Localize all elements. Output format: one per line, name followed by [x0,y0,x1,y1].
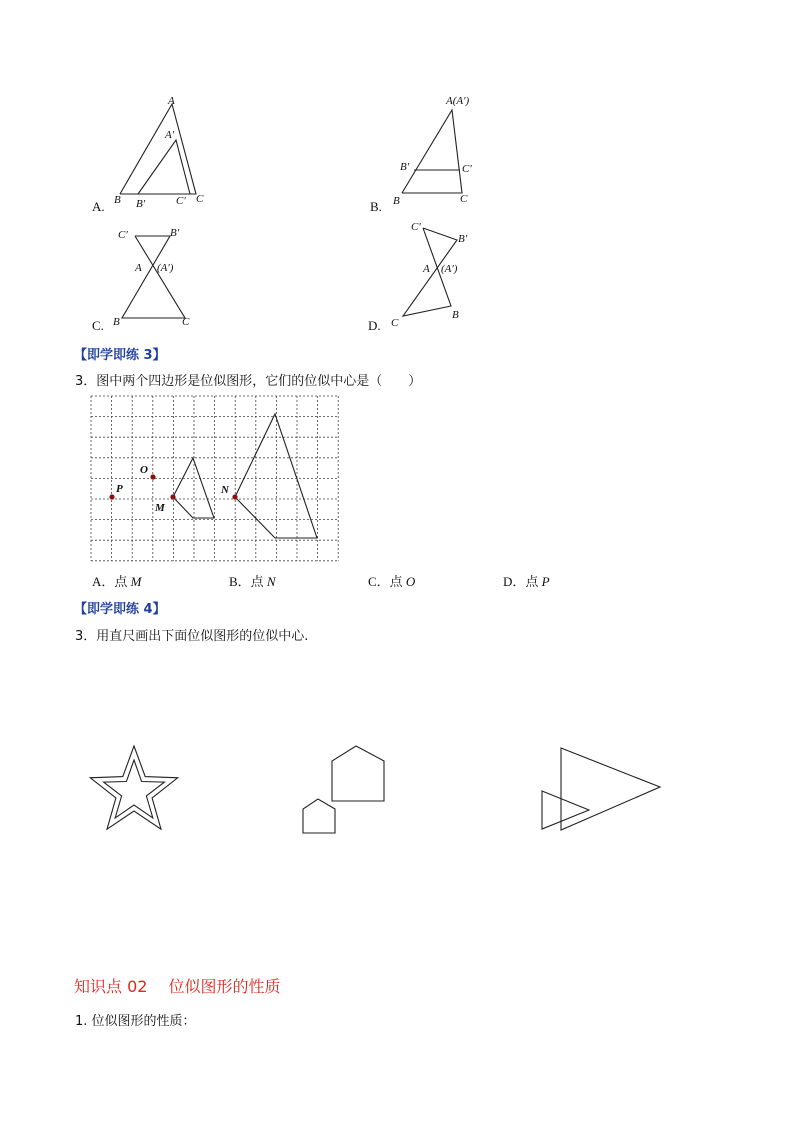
question-4-text: 3．用直尺画出下面位似图形的位似中心. [75,629,309,644]
figure-option-a [110,90,220,210]
label-A-prime: (A′) [157,262,174,274]
section3-option-a: A．点 M [92,574,142,589]
section-tag-4: 【即学即练 4】 [74,602,166,617]
star-figure [88,740,183,835]
label-A-prime: (A′) [441,263,458,275]
label-C-prime: C′ [411,221,421,233]
label-A-prime: A′ [165,129,175,141]
label-B: B [114,194,121,206]
label-B-prime: B′ [170,227,180,239]
label-B: B [393,195,400,207]
label-n: N [221,484,229,496]
house-figure [298,742,390,837]
point-n [232,494,237,499]
knowledge-heading: 知识点 02 位似图形的性质 [74,977,281,996]
section3-option-c: C．点 O [368,574,416,589]
label-A: A [135,262,142,274]
label-B-prime: B′ [136,198,146,210]
label-A: A [168,95,175,107]
section3-option-d: D．点 P [503,574,550,589]
label-C-prime: C′ [176,195,186,207]
point-p [109,494,114,499]
figure-option-b [390,88,500,213]
label-C-prime: C′ [462,163,472,175]
label-A: A [423,263,430,275]
figure-option-d [385,216,495,331]
label-B: B [113,316,120,328]
section-tag-3: 【即学即练 3】 [74,348,166,363]
label-C: C [196,193,204,205]
label-o: O [140,464,148,476]
option-a-letter: A. [92,199,105,214]
figure-option-c [110,222,220,332]
option-c-letter: C. [92,318,104,333]
section3-option-b: B．点 N [229,574,276,589]
grid-lines [91,396,338,561]
triangle-figure [535,740,665,835]
label-B-prime: B′ [458,233,468,245]
label-p: P [116,483,123,495]
knowledge-item-1: 1. 位似图形的性质： [75,1014,196,1029]
option-d-letter: D. [368,318,381,333]
label-B-prime: B′ [400,161,410,173]
question-3-text: 3．图中两个四边形是位似图形，它们的位似中心是（ ） [75,374,422,389]
label-C-prime: C′ [118,229,128,241]
point-o [150,474,155,479]
label-C: C [391,317,399,329]
label-C: C [182,316,190,328]
option-b-letter: B. [370,199,382,214]
label-C: C [460,193,468,205]
label-A-A-prime: A(A′) [446,95,470,107]
label-m: M [155,502,165,514]
label-B: B [452,309,459,321]
point-m [170,494,175,499]
grid-figure [90,395,342,565]
